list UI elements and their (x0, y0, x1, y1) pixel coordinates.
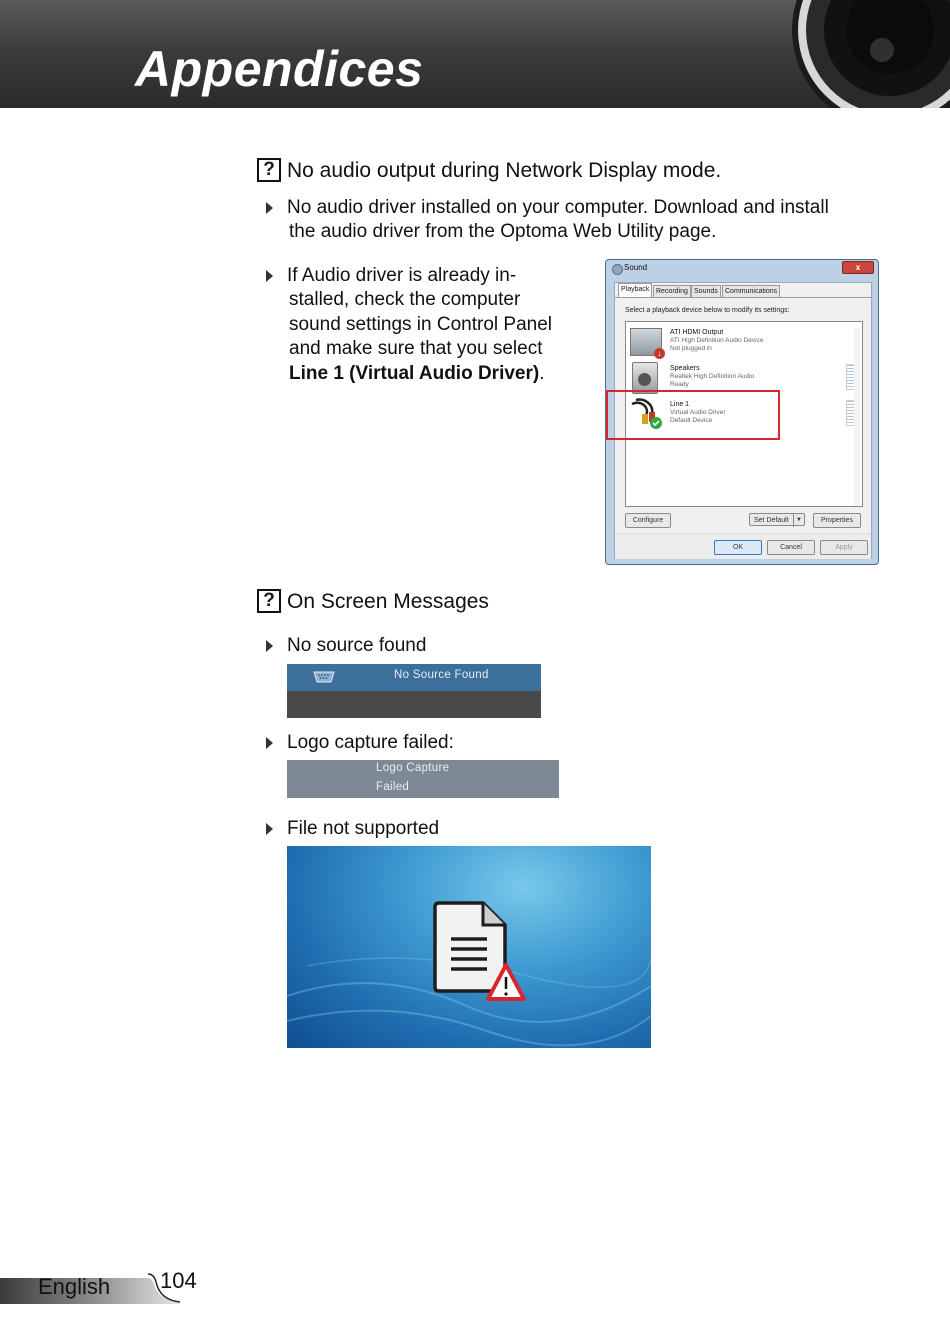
close-button[interactable]: x (842, 261, 874, 274)
answer-text-line: No audio driver installed on your computer. Download and install (287, 197, 829, 218)
answer-text-line: sound settings in Control Panel (289, 314, 552, 335)
tab-divider (615, 297, 871, 298)
message-label: File not supported (287, 818, 440, 839)
set-default-label: Set Default (754, 517, 789, 524)
tab-playback[interactable]: Playback (618, 283, 652, 298)
tab-sounds[interactable]: Sounds (691, 285, 721, 298)
unsupported-file-icon (431, 901, 526, 1003)
bullet-arrow-icon (266, 640, 273, 652)
message-label: Logo capture failed: (287, 732, 454, 753)
answer-text-line: the audio driver from the Optoma Web Utility page. (289, 221, 717, 242)
answer-text-line: If Audio driver is already in- (287, 265, 517, 286)
dialog-instruction: Select a playback device below to modify its settings: (625, 307, 790, 314)
device-name[interactable]: Line 1 (670, 401, 690, 408)
apply-button[interactable]: Apply (820, 540, 868, 555)
question-title: On Screen Messages (287, 590, 489, 613)
osd-logo-capture (287, 760, 559, 798)
vga-port-icon (313, 671, 335, 683)
file-not-supported-screen (287, 846, 651, 1048)
tab-communications[interactable]: Communications (722, 285, 780, 298)
list-scroll-area[interactable] (854, 328, 860, 506)
speaker-icon (612, 264, 623, 275)
answer-text-line (289, 362, 545, 387)
page-header (0, 0, 950, 108)
osd-message: No Source Found (394, 669, 489, 681)
question-title: No audio output during Network Display mode. (287, 159, 722, 182)
ok-button[interactable]: OK (714, 540, 762, 555)
dropdown-arrow-icon: ▼ (793, 514, 804, 527)
message-label: No source found (287, 635, 427, 656)
dialog-title: Sound (624, 263, 648, 272)
device-driver: Realtek High Definition Audio (670, 373, 755, 380)
osd-message: Logo Capture (376, 762, 450, 774)
bullet-arrow-icon (266, 202, 273, 214)
bullet-arrow-icon (266, 737, 273, 749)
page-title: Appendices (135, 41, 424, 97)
projector-lens-icon (790, 0, 950, 108)
period: . (539, 363, 545, 384)
footer-language: English (38, 1274, 111, 1299)
osd-no-source (287, 664, 541, 718)
device-driver: ATI High Definition Audio Device (670, 337, 764, 344)
device-status: Default Device (670, 417, 713, 424)
properties-button[interactable]: Properties (813, 513, 861, 528)
osd-bar (287, 664, 541, 691)
device-name[interactable]: ATI HDMI Output (670, 329, 724, 336)
question-box-icon: ? (257, 158, 281, 182)
device-status: Not plugged in (670, 345, 712, 352)
set-default-button[interactable] (749, 513, 805, 526)
osd-message: Failed (376, 781, 410, 793)
device-status: Ready (670, 381, 689, 388)
configure-button[interactable]: Configure (625, 513, 671, 528)
tab-recording[interactable]: Recording (653, 285, 691, 298)
question-box-icon: ? (257, 589, 281, 613)
page-number: 104 (160, 1268, 197, 1293)
monitor-device-icon: ↓ (630, 328, 662, 356)
bold-term: Line 1 (Virtual Audio Driver) (289, 363, 540, 384)
answer-text-line: stalled, check the computer (289, 289, 521, 310)
bullet-arrow-icon (266, 270, 273, 282)
answer-text-line: and make sure that you select (289, 338, 543, 359)
cancel-button[interactable]: Cancel (767, 540, 815, 555)
bullet-arrow-icon (266, 823, 273, 835)
device-name[interactable]: Speakers (670, 365, 700, 372)
highlight-box (606, 390, 780, 440)
device-driver: Virtual Audio Driver (670, 409, 726, 416)
